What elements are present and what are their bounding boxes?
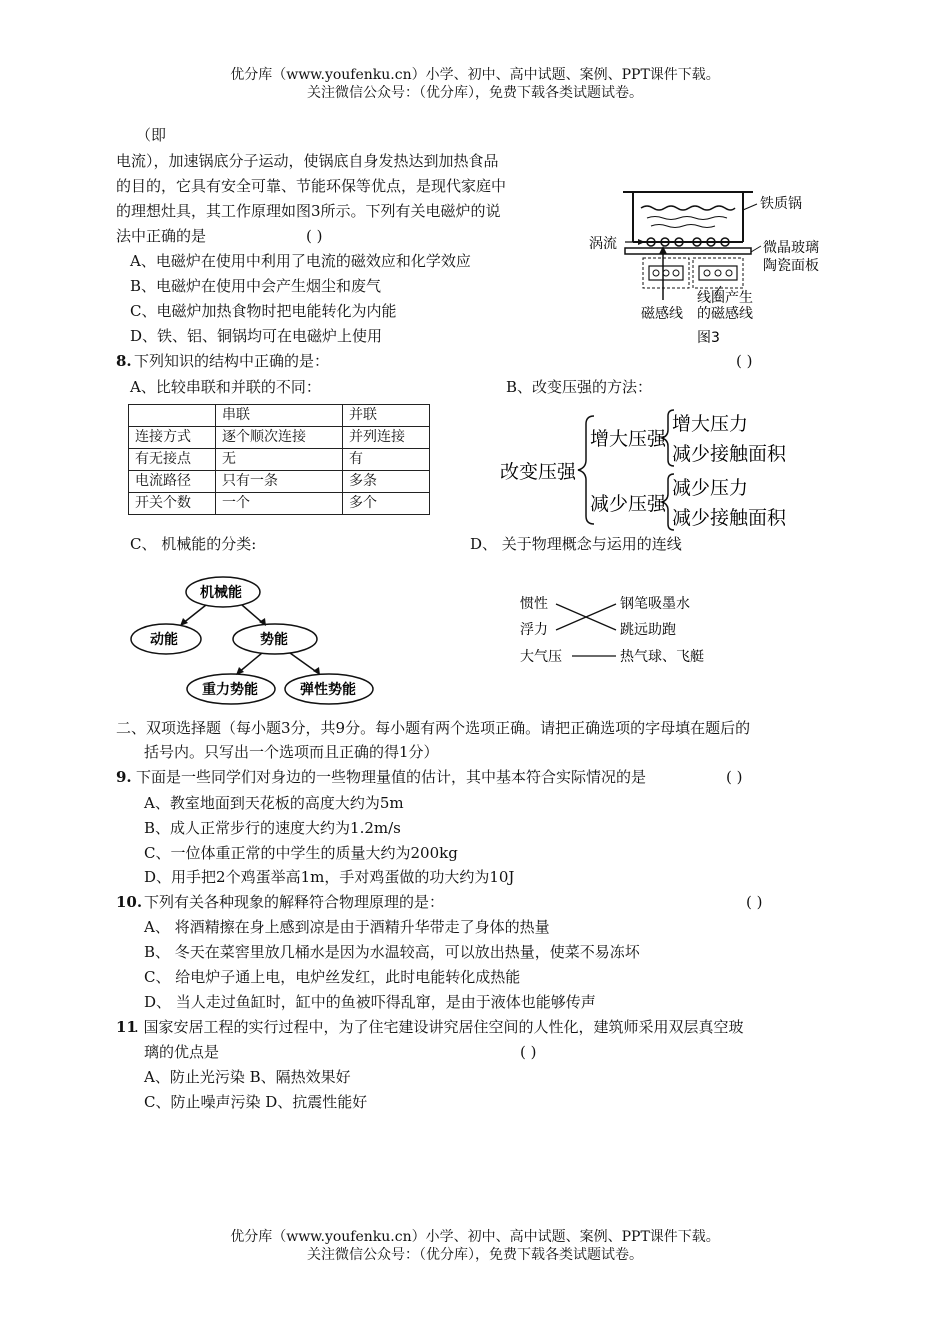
q8-option-a: A、比较串联和并联的不同：: [130, 378, 321, 396]
pressure-root: 改变压强: [500, 461, 577, 483]
q11-stem-line-2: 璃的优点是: [144, 1043, 220, 1061]
q8-stem: 下列知识的结构中正确的是：: [134, 352, 330, 370]
table-cell: 并列连接: [343, 427, 430, 449]
q8-option-d: D、 关于物理概念与运用的连线: [470, 535, 682, 553]
q11-number: 11: [116, 1018, 137, 1036]
q7-option-a: A、电磁炉在使用中利用了电流的磁效应和化学效应: [130, 252, 471, 270]
label-flux: 磁感线: [641, 306, 683, 322]
table-cell: 开关个数: [129, 493, 216, 515]
q8-option-b: B、改变压强的方法：: [506, 378, 653, 396]
match-left-3: 大气压: [520, 649, 562, 665]
q10-answer-paren: ( ): [746, 893, 763, 911]
table-cell: 有无接点: [129, 449, 216, 471]
q10-option-a: A、 将酒精擦在身上感到凉是由于酒精升华带走了身体的热量: [144, 918, 550, 936]
table-cell: 一个: [216, 493, 343, 515]
label-glass-2: 陶瓷面板: [763, 258, 819, 274]
q9-option-d: D、用手把2个鸡蛋举高1m，手对鸡蛋做的功大约为10J: [144, 868, 515, 886]
q10-stem: 下列有关各种现象的解释符合物理原理的是：: [144, 893, 445, 911]
concept-matching-diagram: [516, 592, 736, 672]
label-mechanical: 机械能: [200, 585, 242, 601]
q11-stem-line-1: . 国家安居工程的实行过程中，为了住宅建设讲究居住空间的人性化，建筑师采用双层真空玻: [134, 1018, 744, 1036]
table-row: [129, 493, 430, 515]
q8-option-c: C、 机械能的分类:: [130, 535, 257, 553]
table-header-row: [129, 405, 430, 427]
match-left-2: 浮力: [520, 622, 548, 638]
table-cell: 串联: [216, 405, 343, 427]
section-2-line-2: 括号内。只写出一个选项而且正确的得1分）: [144, 743, 439, 761]
q7-line-1: 电流），加速锅底分子运动，使锅底自身发热达到加热食品: [116, 152, 499, 170]
table-row: [129, 471, 430, 493]
q9-option-b: B、成人正常步行的速度大约为1.2m/s: [144, 819, 401, 837]
ceramic-panel: [625, 248, 751, 254]
pressure-decrease: 减少压强: [590, 493, 667, 515]
q7-option-c: C、电磁炉加热食物时把电能转化为内能: [130, 302, 397, 320]
section-2-line-1: 二、双项选择题（每小题3分，共9分。每小题有两个选项正确。请把正确选项的字母填在题后的: [116, 719, 751, 737]
pressure-tree-diagram: [496, 408, 806, 536]
q9-option-a: A、教室地面到天花板的高度大约为5m: [144, 794, 404, 812]
table-cell: 有: [343, 449, 430, 471]
q7-option-b: B、电磁炉在使用中会产生烟尘和废气: [130, 277, 382, 295]
q7-line-2: 的目的，它具有安全可靠、节能环保等优点，是现代家庭中: [116, 177, 507, 195]
label-glass-1: 微晶玻璃: [763, 240, 819, 256]
pressure-decrease-1: 减少压力: [672, 477, 749, 499]
q7-fragment: （即: [136, 126, 167, 144]
q10-option-c: C、 给电炉子通上电，电炉丝发红，此时电能转化成热能: [144, 968, 521, 986]
header-line-2: 关注微信公众号：（优分库），免费下载各类试题试卷。: [307, 85, 643, 101]
label-potential: 势能: [260, 632, 288, 648]
match-right-2: 跳远助跑: [620, 622, 676, 638]
table-cell: 逐个顺次连接: [216, 427, 343, 449]
table-row: [129, 427, 430, 449]
iron-pot: [623, 192, 753, 242]
label-coil-1: 线圈产生: [697, 290, 753, 306]
table-cell: 无: [216, 449, 343, 471]
figure-caption: 图3: [697, 330, 720, 346]
match-left-1: 惯性: [520, 596, 548, 612]
q9-stem: 下面是一些同学们对身边的一些物理量值的估计，其中基本符合实际情况的是: [136, 768, 647, 786]
q11-answer-paren: ( ): [520, 1043, 537, 1061]
label-eddy-current: 涡流: [589, 236, 617, 252]
table-cell: 并联: [343, 405, 430, 427]
match-right-3: 热气球、飞艇: [620, 649, 704, 665]
pressure-increase-1: 增大压力: [672, 413, 749, 435]
q7-option-d: D、铁、铝、铜锅均可在电磁炉上使用: [130, 327, 383, 345]
q10-option-d: D、 当人走过鱼缸时，缸中的鱼被吓得乱窜，是由于液体也能够传声: [144, 993, 596, 1011]
q7-line-4: 法中正确的是: [116, 227, 207, 245]
table-cell: 电流路径: [129, 471, 216, 493]
q8-number: 8.: [116, 352, 132, 370]
q11-option-ab: A、防止光污染 B、隔热效果好: [144, 1068, 351, 1086]
footer-line-1: 优分库（www.youfenku.cn）小学、初中、高中试题、案例、PPT课件下载。: [230, 1229, 720, 1245]
q8-answer-paren: ( ): [736, 352, 753, 370]
q10-option-b: B、 冬天在菜窖里放几桶水是因为水温较高，可以放出热量，使菜不易冻坏: [144, 943, 640, 961]
label-elastic: 弹性势能: [300, 682, 356, 698]
q11-option-cd: C、防止噪声污染 D、抗震性能好: [144, 1093, 368, 1111]
label-iron-pot: 铁质锅: [760, 196, 802, 212]
pressure-increase: 增大压强: [590, 428, 667, 450]
header-line-1: 优分库（www.youfenku.cn）小学、初中、高中试题、案例、PPT课件下载。: [230, 67, 720, 83]
series-parallel-table: [128, 404, 430, 515]
table-cell: 连接方式: [129, 427, 216, 449]
table-cell: 多条: [343, 471, 430, 493]
q7-answer-paren: ( ): [306, 227, 323, 245]
label-coil-2: 的磁感线: [697, 306, 753, 322]
table-cell: [129, 405, 216, 427]
q7-line-3: 的理想灶具，其工作原理如图3所示。下列有关电磁炉的说: [116, 202, 501, 220]
mechanical-energy-diagram: [126, 574, 376, 706]
table-cell: 多个: [343, 493, 430, 515]
label-gravity: 重力势能: [202, 682, 258, 698]
q9-answer-paren: ( ): [726, 768, 743, 786]
coil-box-right: [693, 258, 743, 288]
pressure-increase-2: 减少接触面积: [672, 443, 787, 465]
table-cell: 只有一条: [216, 471, 343, 493]
table-row: [129, 449, 430, 471]
coil-box-left: [643, 258, 689, 288]
figure-3-induction-cooker: [585, 180, 845, 350]
match-right-1: 钢笔吸墨水: [620, 596, 690, 612]
pressure-decrease-2: 减少接触面积: [672, 507, 787, 529]
label-kinetic: 动能: [150, 632, 178, 648]
q9-number: 9.: [116, 768, 132, 786]
q9-option-c: C、一位体重正常的中学生的质量大约为200kg: [144, 844, 458, 862]
q10-number: 10.: [116, 893, 143, 911]
footer-line-2: 关注微信公众号：（优分库），免费下载各类试题试卷。: [307, 1247, 643, 1263]
